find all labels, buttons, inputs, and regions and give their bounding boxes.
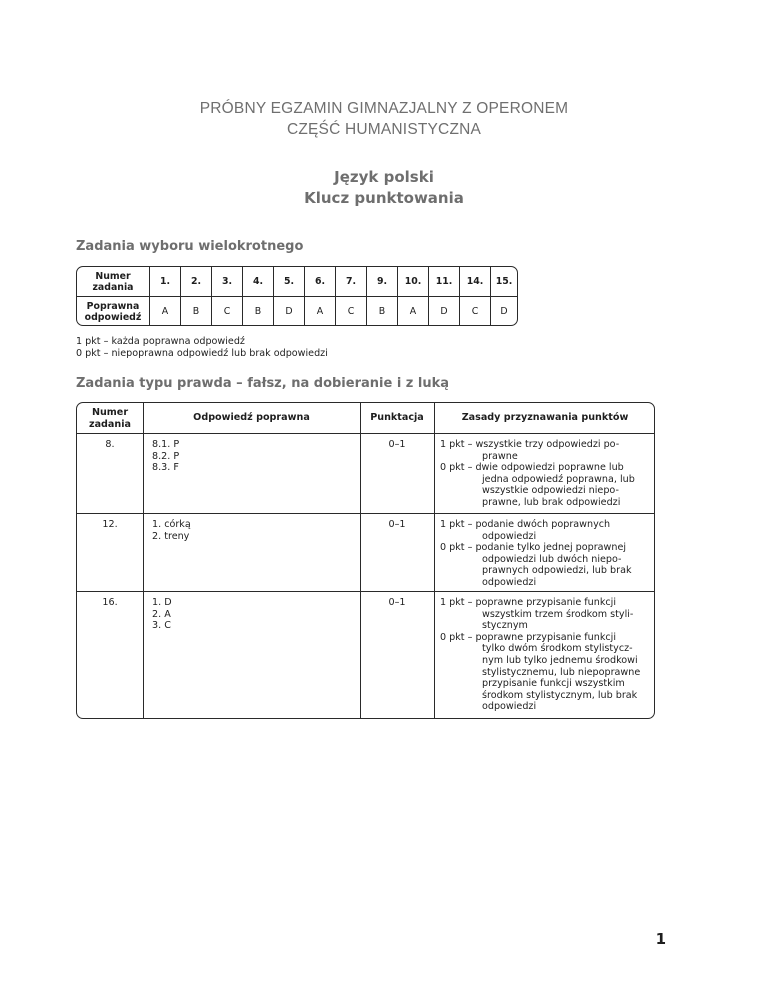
correct-answer bbox=[152, 519, 191, 542]
scoring-rules bbox=[440, 597, 652, 713]
scoring-note-1: 1 pkt – każda poprawna odpowiedź bbox=[76, 336, 245, 347]
rule-line: 0 pkt – dwie odpowiedzi poprawne lub bbox=[440, 462, 624, 474]
rule-line: wszystkie odpowiedzi niepo- bbox=[482, 485, 619, 497]
rule-line: odpowiedzi bbox=[482, 701, 537, 713]
answer-cell: C bbox=[211, 297, 242, 326]
answer-line: 8.1. P bbox=[152, 439, 180, 450]
task-number-cell: 10. bbox=[397, 267, 428, 296]
task-number-cell: 7. bbox=[335, 267, 366, 296]
answer-cell: A bbox=[149, 297, 180, 326]
task-number-cell: 14. bbox=[459, 267, 490, 296]
correct-answer bbox=[152, 597, 172, 632]
task-number: 16. bbox=[102, 597, 118, 608]
answer-cell: A bbox=[304, 297, 335, 326]
points-value: 0–1 bbox=[388, 597, 406, 608]
answer-cell: A bbox=[397, 297, 428, 326]
task-number-cell: 2. bbox=[180, 267, 211, 296]
rule-line: odpowiedzi lub dwóch niepo- bbox=[482, 553, 622, 565]
header-rules: Zasady przyznawania punktów bbox=[461, 412, 629, 423]
task-number-cell: 4. bbox=[242, 267, 273, 296]
scoring-table bbox=[76, 402, 655, 719]
rule-line: odpowiedzi bbox=[482, 530, 537, 542]
correct-answer bbox=[152, 439, 179, 474]
answer-cell: D bbox=[490, 297, 517, 326]
answer-label: Poprawna odpowiedź bbox=[84, 300, 142, 323]
rule-line: prawne, lub brak odpowiedzi bbox=[482, 496, 621, 508]
exam-title: PRÓBNY EGZAMIN GIMNAZJALNY Z OPERONEM bbox=[199, 100, 569, 117]
rule-line: wszystkim trzem środkom styli- bbox=[482, 608, 634, 620]
rule-line: 0 pkt – poprawne przypisanie funkcji bbox=[440, 631, 616, 643]
answer-cell: B bbox=[180, 297, 211, 326]
answer-row bbox=[77, 296, 517, 326]
answer-line: 8.2. P bbox=[152, 450, 180, 462]
answer-cell: B bbox=[366, 297, 397, 326]
rule-line: nym lub tylko jednemu środkowi bbox=[482, 654, 638, 666]
answer-cell: C bbox=[335, 297, 366, 326]
rule-line: środkom stylistycznym, lub brak bbox=[482, 689, 638, 701]
answer-line: 1. córką bbox=[152, 519, 191, 530]
answer-cell: D bbox=[273, 297, 304, 326]
scoring-rules bbox=[440, 439, 652, 509]
task-number-cell: 5. bbox=[273, 267, 304, 296]
scoring-rules bbox=[440, 519, 652, 589]
task-number: 8. bbox=[105, 439, 115, 450]
rule-line: stylistycznemu, lub niepoprawne bbox=[482, 666, 641, 678]
task-number-cell: 1. bbox=[149, 267, 180, 296]
multiple-choice-table bbox=[76, 266, 518, 326]
rule-line: 1 pkt – podanie dwóch poprawnych bbox=[440, 519, 611, 530]
answer-cell: B bbox=[242, 297, 273, 326]
rule-line: przypisanie funkcji wszystkim bbox=[482, 678, 625, 690]
points-value: 0–1 bbox=[388, 439, 406, 450]
answer-line: 8.3. F bbox=[152, 462, 179, 474]
points-value: 0–1 bbox=[388, 519, 406, 530]
header-task-number: Numer zadania bbox=[89, 407, 131, 430]
answer-line: 1. D bbox=[152, 597, 172, 608]
subject-title: Język polski bbox=[334, 168, 434, 186]
task-number-cell: 15. bbox=[490, 267, 517, 296]
rule-line: 0 pkt – podanie tylko jednej poprawnej bbox=[440, 542, 627, 554]
rule-line: 1 pkt – poprawne przypisanie funkcji bbox=[440, 597, 616, 608]
rule-line: prawne bbox=[482, 450, 518, 462]
rule-line: tylko dwóm środkom stylistycz- bbox=[482, 643, 633, 655]
task-number-cell: 3. bbox=[211, 267, 242, 296]
section1-title: Zadania wyboru wielokrotnego bbox=[76, 239, 304, 254]
exam-part: CZĘŚĆ HUMANISTYCZNA bbox=[286, 121, 482, 138]
key-title: Klucz punktowania bbox=[304, 189, 464, 207]
rule-line: stycznym bbox=[482, 620, 528, 632]
task-number-cell: 9. bbox=[366, 267, 397, 296]
task-number: 12. bbox=[102, 519, 118, 530]
rule-line: jedna odpowiedź poprawna, lub bbox=[482, 473, 635, 485]
task-number-label: Numer zadania bbox=[92, 270, 134, 293]
section2-title: Zadania typu prawda – fałsz, na dobieranie i z luką bbox=[76, 376, 450, 391]
task-number-row bbox=[77, 267, 517, 296]
task-number-cell: 11. bbox=[428, 267, 459, 296]
answer-cell: D bbox=[428, 297, 459, 326]
header-points: Punktacja bbox=[370, 412, 424, 423]
header-answer: Odpowiedź poprawna bbox=[193, 412, 310, 423]
rule-line: 1 pkt – wszystkie trzy odpowiedzi po- bbox=[440, 439, 620, 450]
task-number-cell: 6. bbox=[304, 267, 335, 296]
page-number: 1 bbox=[655, 930, 666, 948]
answer-line: 2. A bbox=[152, 608, 171, 620]
rule-line: prawnych odpowiedzi, lub brak bbox=[482, 565, 632, 577]
answer-cell: C bbox=[459, 297, 490, 326]
answer-line: 3. C bbox=[152, 620, 171, 632]
answer-line: 2. treny bbox=[152, 530, 190, 542]
rule-line: odpowiedzi bbox=[482, 576, 537, 588]
scoring-note-2: 0 pkt – niepoprawna odpowiedź lub brak odpowiedzi bbox=[76, 348, 328, 359]
